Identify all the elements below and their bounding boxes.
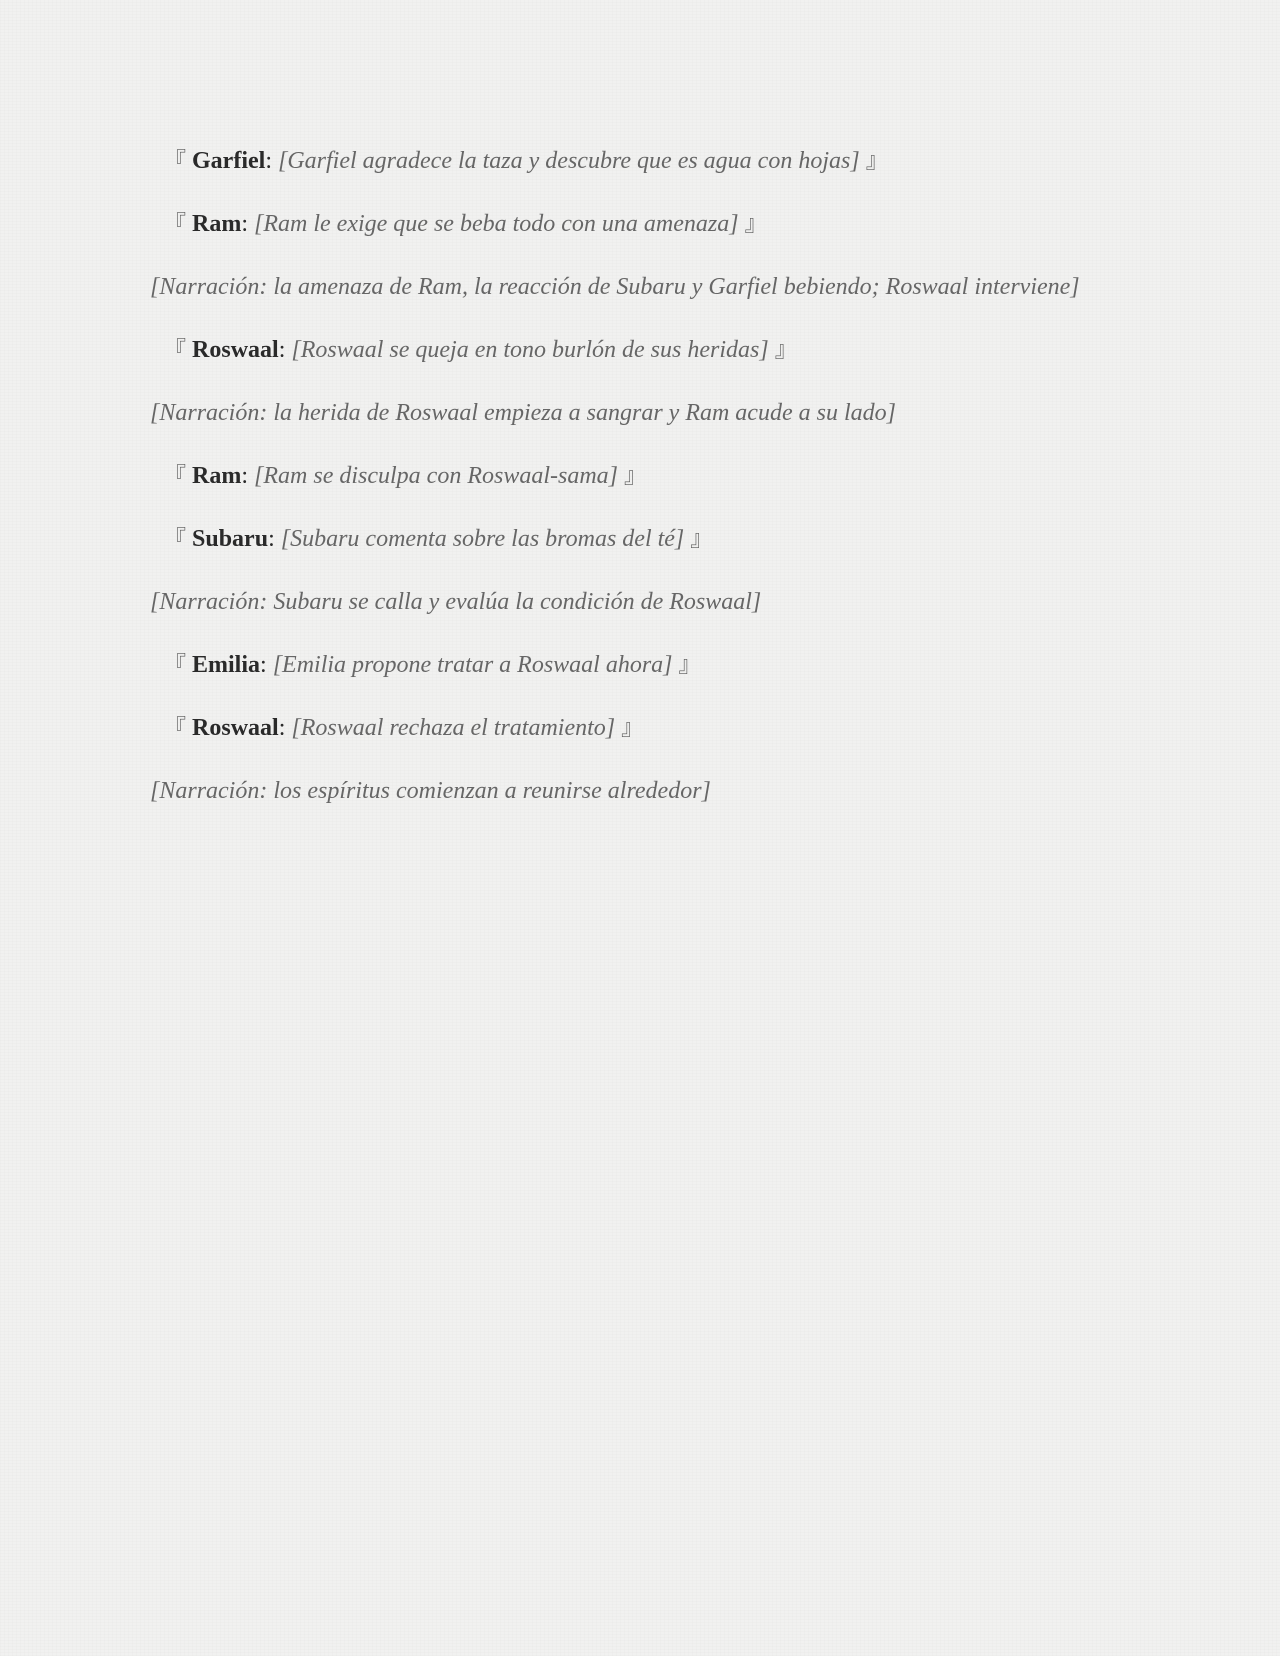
narration-paragraph xyxy=(150,272,1124,304)
close-quote-bracket: 』 xyxy=(678,653,701,678)
close-quote-bracket: 』 xyxy=(624,464,647,489)
open-quote-bracket: 『 xyxy=(164,338,187,363)
speaker-name: Ram xyxy=(192,211,242,237)
dialogue-text: [Roswaal rechaza el tratamiento] xyxy=(291,715,616,741)
dialogue-paragraph xyxy=(150,461,1124,493)
open-quote-bracket: 『 xyxy=(164,149,187,174)
speaker-colon: : xyxy=(278,337,286,363)
speaker-name: Roswaal xyxy=(192,715,279,741)
narration-text: [Narración: la amenaza de Ram, la reacción de Subaru y Garfiel bebiendo; Roswaal interviene] xyxy=(150,274,1080,300)
narration-text: [Narración: la herida de Roswaal empieza a sangrar y Ram acude a su lado] xyxy=(150,400,896,426)
speaker-colon: : xyxy=(278,715,286,741)
speaker-colon: : xyxy=(241,211,249,237)
speaker-name: Ram xyxy=(192,463,242,489)
narration-paragraph xyxy=(150,398,1124,430)
close-quote-bracket: 』 xyxy=(774,338,797,363)
dialogue-paragraph xyxy=(150,713,1124,745)
speaker-colon: : xyxy=(268,526,275,552)
dialogue-paragraph xyxy=(150,650,1124,682)
speaker-name: Garfiel xyxy=(192,148,266,174)
dialogue-paragraph xyxy=(150,209,1124,241)
dialogue-paragraph xyxy=(150,524,1124,556)
dialogue-text: [Garfiel agradece la taza y descubre que es agua con hojas] xyxy=(278,148,860,174)
open-quote-bracket: 『 xyxy=(164,527,187,552)
dialogue-text: [Roswaal se queja en tono burlón de sus heridas] xyxy=(291,337,769,363)
close-quote-bracket: 』 xyxy=(744,212,767,237)
dialogue-text: [Ram le exige que se beba todo con una amenaza] xyxy=(254,211,739,237)
open-quote-bracket: 『 xyxy=(164,716,187,741)
open-quote-bracket: 『 xyxy=(164,653,187,678)
speaker-name: Roswaal xyxy=(192,337,279,363)
close-quote-bracket: 』 xyxy=(690,527,713,552)
close-quote-bracket: 』 xyxy=(865,149,888,174)
open-quote-bracket: 『 xyxy=(164,212,187,237)
narration-paragraph xyxy=(150,587,1124,619)
narration-paragraph xyxy=(150,776,1124,808)
dialogue-text: [Ram se disculpa con Roswaal-sama] xyxy=(254,463,618,489)
open-quote-bracket: 『 xyxy=(164,464,187,489)
dialogue-text: [Emilia propone tratar a Roswaal ahora] xyxy=(272,652,673,678)
dialogue-paragraph xyxy=(150,335,1124,367)
speaker-colon: : xyxy=(265,148,272,174)
close-quote-bracket: 』 xyxy=(621,716,644,741)
narration-text: [Narración: Subaru se calla y evalúa la condición de Roswaal] xyxy=(150,589,762,615)
narration-text: [Narración: los espíritus comienzan a reunirse alrededor] xyxy=(150,778,711,804)
dialogue-text: [Subaru comenta sobre las bromas del té] xyxy=(280,526,685,552)
speaker-name: Subaru xyxy=(192,526,269,552)
text-body xyxy=(150,146,1124,808)
speaker-colon: : xyxy=(260,652,267,678)
speaker-colon: : xyxy=(241,463,249,489)
dialogue-paragraph xyxy=(150,146,1124,178)
speaker-name: Emilia xyxy=(192,652,261,678)
